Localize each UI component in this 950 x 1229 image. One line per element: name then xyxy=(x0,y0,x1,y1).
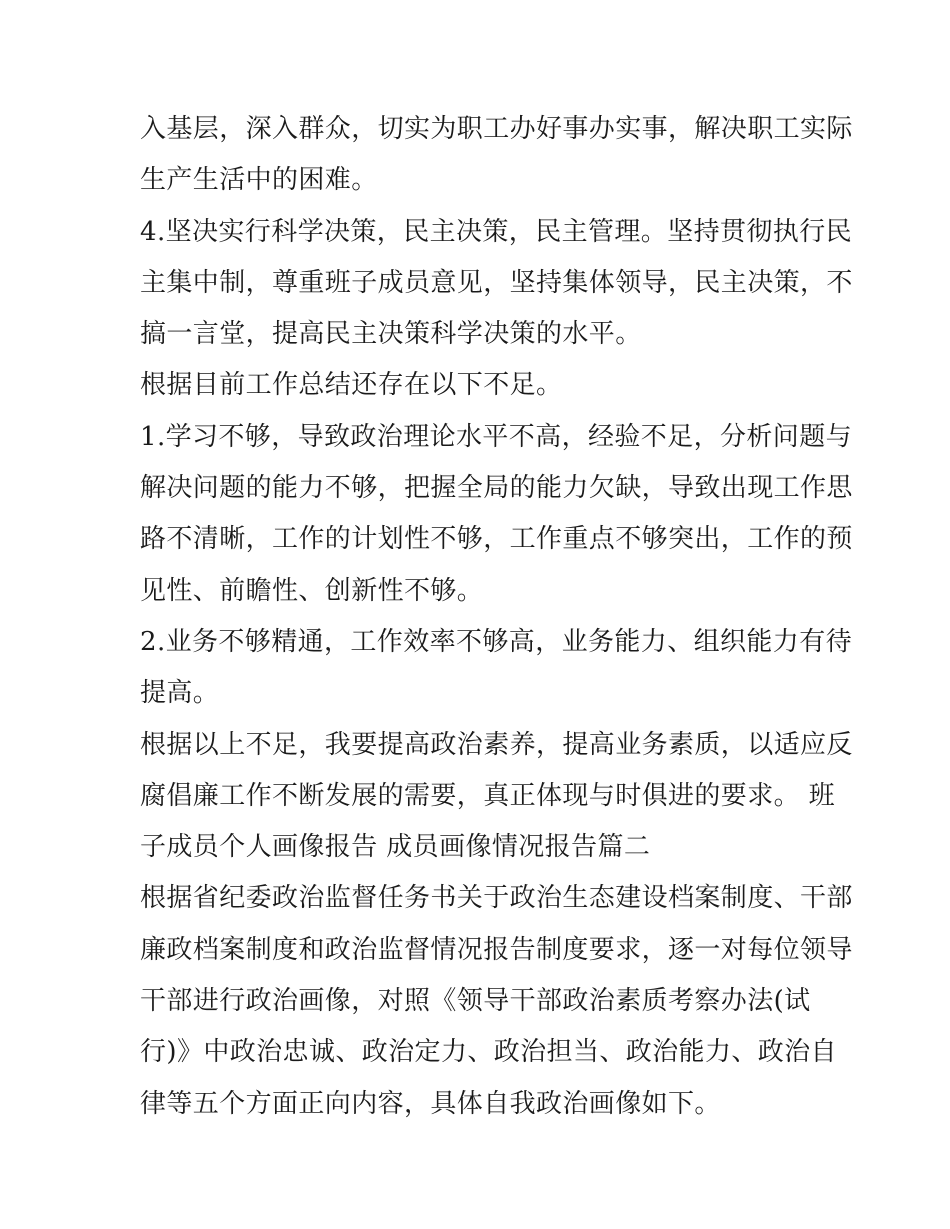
text-line: 生产生活中的困难。 xyxy=(140,165,378,196)
text-line: 干部进行政治画像，对照《领导干部政治素质考察办法(试 xyxy=(140,986,811,1017)
text-line: 搞一言堂，提高民主决策科学决策的水平。 xyxy=(140,319,642,350)
text-line: 行)》中政治忠诚、政治定力、政治担当、政治能力、政治自 xyxy=(140,1037,837,1068)
text-line: 律等五个方面正向内容，具体自我政治画像如下。 xyxy=(140,1088,721,1119)
text-line: 2.业务不够精通，工作效率不够高，业务能力、组织能力有待 xyxy=(140,626,853,657)
text-line: 根据省纪委政治监督任务书关于政治生态建设档案制度、干部 xyxy=(140,883,853,914)
text-line: 路不清晰，工作的计划性不够，工作重点不够突出，工作的预 xyxy=(140,524,853,555)
text-line: 根据以上不足，我要提高政治素养，提高业务素质，以适应反 xyxy=(140,729,853,760)
text-line: 腐倡廉工作不断发展的需要，真正体现与时俱进的要求。 班 xyxy=(140,780,836,811)
text-line: 廉政档案制度和政治监督情况报告制度要求，逐一对每位领导 xyxy=(140,934,853,965)
text-line: 4.坚决实行科学决策，民主决策，民主管理。坚持贯彻执行民 xyxy=(140,216,853,247)
document-body xyxy=(140,104,853,1130)
text-line: 主集中制，尊重班子成员意见，坚持集体领导，民主决策，不 xyxy=(140,267,853,298)
text-line: 根据目前工作总结还存在以下不足。 xyxy=(140,370,563,401)
text-line: 1.学习不够，导致政治理论水平不高，经验不足，分析问题与 xyxy=(140,421,853,452)
text-line: 子成员个人画像报告 成员画像情况报告篇二 xyxy=(140,832,651,863)
text-line: 解决问题的能力不够，把握全局的能力欠缺，导致出现工作思 xyxy=(140,473,853,504)
text-line: 入基层，深入群众，切实为职工办好事办实事，解决职工实际 xyxy=(140,114,853,144)
text-line: 提高。 xyxy=(140,678,220,709)
text-line: 见性、前瞻性、创新性不够。 xyxy=(140,575,484,606)
